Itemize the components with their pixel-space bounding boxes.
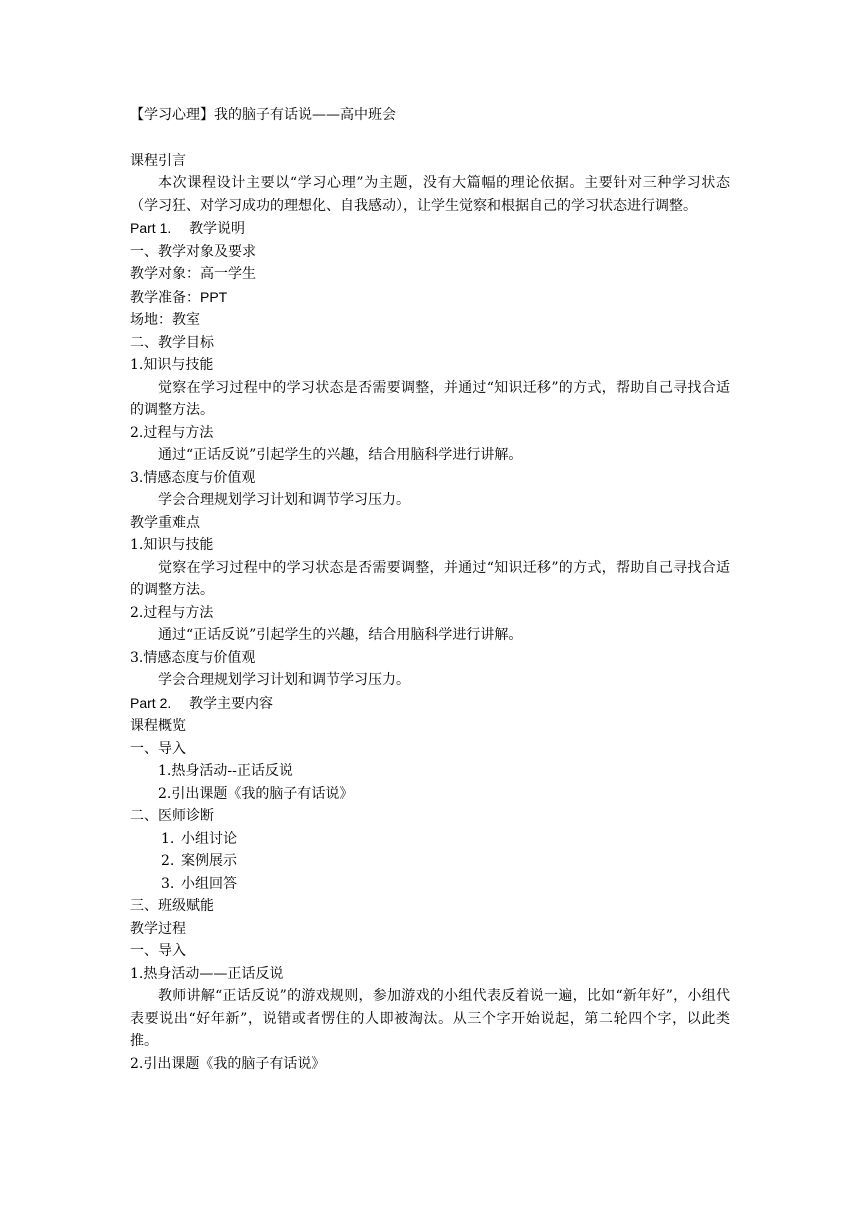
- teaching-venue: 场地：教室: [130, 312, 200, 328]
- key-point-title: 1.知识与技能: [130, 537, 214, 553]
- list-item: [130, 873, 730, 896]
- section-heading: 三、班级赋能: [130, 898, 214, 914]
- goal-title: 3.情感态度与价值观: [130, 469, 256, 486]
- section-heading: 一、教学对象及要求: [130, 243, 256, 260]
- list-text: 小组讨论: [181, 830, 237, 847]
- key-point-title: 2.过程与方法: [130, 604, 214, 621]
- part2-label: Part 2.: [130, 694, 172, 711]
- teaching-prep-value: PPT: [200, 288, 228, 305]
- process-heading: 教学过程: [130, 920, 186, 937]
- list-item: [130, 850, 730, 873]
- step-body: 教师讲解“正话反说”的游戏规则，参加游戏的小组代表反着说一遍，比如“新年好”，小组代表要说出“好年新”，说错或者愣住的人即被淘汰。从三个字开始说起，第二轮四个字，以此类推。: [130, 988, 730, 1049]
- part2-heading: [130, 692, 730, 716]
- key-points-heading: 教学重难点: [130, 514, 200, 531]
- document-content: [130, 104, 730, 1075]
- part2-title: 教学主要内容: [189, 695, 274, 712]
- blank-line: [130, 127, 730, 150]
- key-point-body: 学会合理规划学习计划和调节学习压力。: [158, 672, 410, 688]
- key-point-body: 通过“正话反说”引起学生的兴趣，结合用脑科学进行讲解。: [158, 627, 523, 643]
- list-number: 2.: [161, 853, 175, 869]
- intro-heading: 课程引言: [130, 152, 186, 169]
- list-item: 2.引出课题《我的脑子有话说》: [158, 785, 354, 802]
- key-point-body: 觉察在学习过程中的学习状态是否需要调整，并通过“知识迁移”的方式，帮助自己寻找合适的调整方法。: [130, 559, 730, 598]
- part1-heading: [130, 217, 730, 241]
- list-text: 小组回答: [181, 875, 237, 892]
- list-text: 案例展示: [181, 853, 237, 869]
- teaching-target: 教学对象：高一学生: [130, 266, 256, 282]
- goal-body: 学会合理规划学习计划和调节学习压力。: [158, 492, 410, 508]
- goal-body: 通过“正话反说”引起学生的兴趣，结合用脑科学进行讲解。: [158, 447, 523, 463]
- goal-title: 2.过程与方法: [130, 424, 214, 441]
- overview-heading: 课程概览: [130, 718, 186, 734]
- list-number: 1.: [161, 830, 175, 847]
- key-point-title: 3.情感态度与价值观: [130, 649, 256, 666]
- intro-paragraph: 本次课程设计主要以“学习心理”为主题，没有大篇幅的理论依据。主要针对三种学习状态（学习狂、对学习成功的理想化、自我感动），让学生觉察和根据自己的学习状态进行调整。: [130, 175, 730, 214]
- part1-label: Part 1.: [130, 220, 172, 236]
- part1-title: 教学说明: [189, 221, 246, 237]
- section-heading: 二、教学目标: [130, 334, 214, 351]
- section-heading: 一、导入: [130, 943, 186, 959]
- goal-body: 觉察在学习过程中的学习状态是否需要调整，并通过“知识迁移”的方式，帮助自己寻找合适的调整方法。: [130, 379, 730, 418]
- list-number: 3.: [161, 875, 175, 892]
- goal-title: 1.知识与技能: [130, 357, 214, 373]
- list-item: [130, 828, 730, 851]
- teaching-prep-label: 教学准备：: [130, 289, 200, 306]
- document-title: 【学习心理】我的脑子有话说——高中班会: [130, 107, 396, 123]
- section-heading: 一、导入: [130, 740, 186, 757]
- section-heading: 二、医师诊断: [130, 808, 214, 824]
- list-item: 1.热身活动--正话反说: [158, 763, 293, 779]
- step-title: 1.热身活动——正话反说: [130, 965, 284, 982]
- step-title: 2.引出课题《我的脑子有话说》: [130, 1055, 326, 1072]
- teaching-prep: [130, 286, 730, 310]
